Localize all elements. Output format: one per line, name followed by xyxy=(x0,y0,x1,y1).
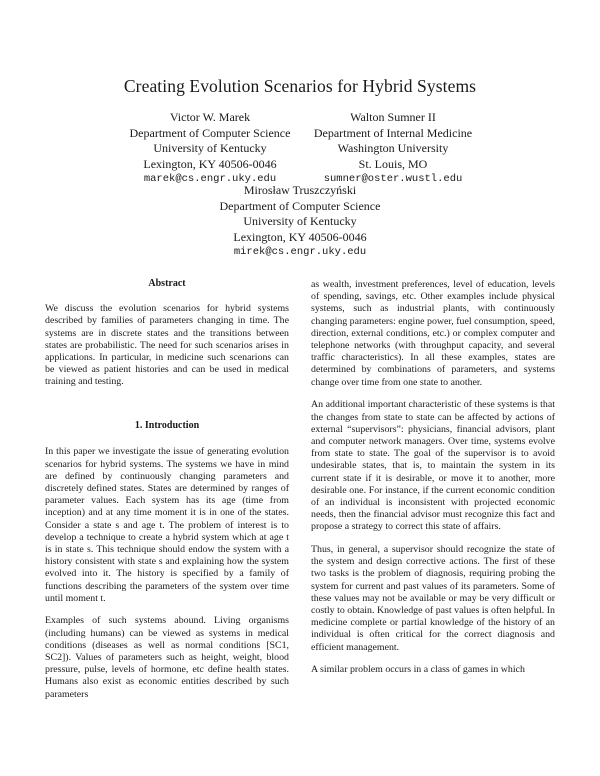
author-department: Department of Computer Science xyxy=(129,125,291,140)
body-paragraph-1: as wealth, investment preferences, level of education, levels of spending, savings, etc. Other examples include physical systems, such as industrial plants, with continuously changing parameters: engine power, fuel consumption, speed, direction, external conditions, etc.) or complex computer and telephone networks (with throughput capacity, and several traffic characteristics). In all these examples, states are determined by combinations of parameters, and systems change over time from one state to another. xyxy=(311,279,555,388)
author-department: Department of Internal Medicine xyxy=(313,125,473,140)
author-department: Department of Computer Science xyxy=(219,198,381,213)
paper-title: Creating Evolution Scenarios for Hybrid Systems xyxy=(123,76,477,96)
author-location: St. Louis, MO xyxy=(358,156,428,171)
body-paragraph-4: A similar problem occurs in a class of games in which xyxy=(311,664,525,676)
author-block-truszczynski xyxy=(180,183,420,261)
body-paragraph-3: Thus, in general, a supervisor should recognize the state of the system and design corrective actions. The first of these two tasks is the problem of diagnosis, requiring probing the system for current and past values of its parameters. Some of these values may not be available or may be very difficult or costly to obtain. Knowledge of past values is often helpful. In medicine complete or partial knowledge of the history of an individual is often critical for the correct diagnosis and efficient management. xyxy=(311,544,555,653)
author-block-marek xyxy=(110,110,310,188)
author-name: Mirosław Truszczyński xyxy=(243,183,357,197)
author-location: Lexington, KY 40506-0046 xyxy=(143,156,277,171)
section-spacer xyxy=(45,399,289,420)
author-location: Lexington, KY 40506-0046 xyxy=(233,229,367,244)
author-institution: University of Kentucky xyxy=(153,141,267,156)
author-email[interactable]: marek@cs.engr.uky.edu xyxy=(143,173,277,186)
intro-paragraph-1: In this paper we investigate the issue of generating evolution scenarios for hybrid systems. The systems we have in mind are defined by continuously changing parameters and discretely defined states. States are determined by ranges of parameter values. Each system has its age (time from inception) and at any time moment it is in one of the states. Consider a state s and age t. The problem of interest is to develop a technique to create a hybrid system which at age t is in state s. This technique should endow the system with a history consistent with state s and explaining how the system evolved into it. The history is specified by a family of functions describing the parameters of the system over time until moment t. xyxy=(45,446,289,604)
left-column xyxy=(45,278,289,711)
author-name: Walton Sumner II xyxy=(350,110,436,124)
author-block-sumner xyxy=(288,110,498,188)
body-paragraph-2: An additional important characteristic of these systems is that the changes from state to state can be affected by actions of external “supervisors”: physicians, financial advisors, plant and computer network managers. Over time, systems evolve from state to state. The goal of the supervisor is to avoid undesirable states, that is, to maintain the system in its current state if it is desirable, or move it to another, more desirable one. For instance, if the current economic condition of an individual is inconsistent with projected economic needs, then the financial advisor must recognize this fact and propose a strategy to correct this state of affairs. xyxy=(311,399,555,533)
author-institution: Washington University xyxy=(337,141,449,156)
author-name: Victor W. Marek xyxy=(169,110,251,124)
abstract-heading: Abstract xyxy=(148,278,186,289)
intro-paragraph-2: Examples of such systems abound. Living organisms (including humans) can be viewed as systems in medical conditions (diseases as well as normal conditions [SC1, SC2]). Values of parameters such as height, weight, blood pressure, pulse, levels of hormone, etc define health states. Humans also exist as economic entities described by such parameters xyxy=(45,615,289,700)
abstract-text: We discuss the evolution scenarios for hybrid systems described by families of parameters changing in time. The systems are in discrete states and the transitions between states are probabilistic. The need for such scenarios arises in applications. In particular, in medicine such scenarions can be viewed as patient histories and can be used in medical training and testing. xyxy=(45,303,289,388)
author-email[interactable]: sumner@oster.wustl.edu xyxy=(323,173,463,186)
right-column xyxy=(311,279,555,687)
introduction-heading: 1. Introduction xyxy=(134,420,200,432)
author-email[interactable]: mirek@cs.engr.uky.edu xyxy=(233,246,367,259)
author-institution: University of Kentucky xyxy=(243,214,357,229)
